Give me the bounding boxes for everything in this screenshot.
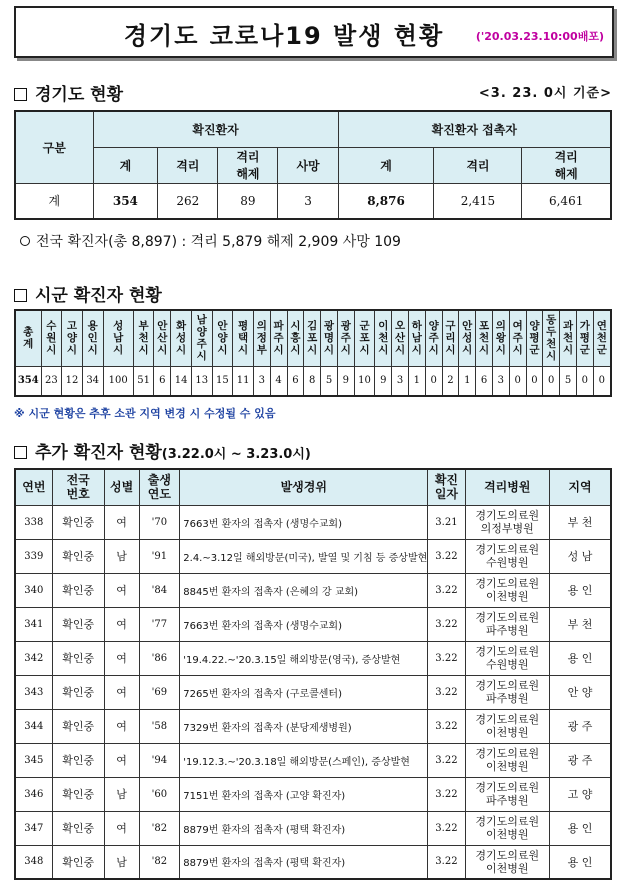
city-value: 13 bbox=[191, 366, 212, 396]
city-name: 광 명 시 bbox=[321, 310, 338, 366]
case-route: 7663번 환자의 접촉자 (생명수교회) bbox=[180, 607, 428, 641]
city-value: 9 bbox=[375, 366, 392, 396]
case-region: 안 양 bbox=[549, 675, 611, 709]
cases-column-header: 출생 연도 bbox=[139, 469, 180, 505]
summary-value: 262 bbox=[158, 183, 218, 219]
city-name: 여 주 시 bbox=[509, 310, 526, 366]
city-value: 3 bbox=[392, 366, 409, 396]
case-date: 3.22 bbox=[428, 777, 465, 811]
summary-value: 89 bbox=[218, 183, 278, 219]
city-name: 수 원 시 bbox=[41, 310, 62, 366]
case-birth-year: '60 bbox=[139, 777, 180, 811]
case-national-number: 확인중 bbox=[52, 675, 104, 709]
new-cases-table bbox=[14, 468, 612, 880]
case-serial: 348 bbox=[15, 845, 52, 879]
case-route: 8845번 환자의 접촉자 (은혜의 강 교회) bbox=[180, 573, 428, 607]
cases-column-header: 전국 번호 bbox=[52, 469, 104, 505]
case-sex: 여 bbox=[104, 709, 139, 743]
city-name: 안 산 시 bbox=[154, 310, 171, 366]
table-row bbox=[15, 777, 611, 811]
cases-column-header: 격리병원 bbox=[465, 469, 549, 505]
case-national-number: 확인중 bbox=[52, 573, 104, 607]
case-serial: 344 bbox=[15, 709, 52, 743]
case-birth-year: '70 bbox=[139, 505, 180, 539]
case-birth-year: '86 bbox=[139, 641, 180, 675]
city-name: 고 양 시 bbox=[62, 310, 83, 366]
checkbox-square-icon bbox=[14, 88, 27, 101]
case-region: 용 인 bbox=[549, 573, 611, 607]
case-sex: 여 bbox=[104, 675, 139, 709]
city-value: 51 bbox=[133, 366, 154, 396]
city-name: 파 주 시 bbox=[270, 310, 287, 366]
city-value: 14 bbox=[171, 366, 192, 396]
city-name: 이 천 시 bbox=[375, 310, 392, 366]
case-hospital: 경기도의료원 이천병원 bbox=[465, 845, 549, 879]
city-value: 5 bbox=[560, 366, 577, 396]
case-route: 8879번 환자의 접촉자 (평택 확진자) bbox=[180, 811, 428, 845]
title-box bbox=[14, 6, 614, 58]
case-serial: 338 bbox=[15, 505, 52, 539]
cases-column-header: 연번 bbox=[15, 469, 52, 505]
section-heading-new-cases: 추가 확진자 현황(3.22.0시 ~ 3.23.0시) bbox=[14, 438, 311, 463]
case-route: 7151번 환자의 접촉자 (고양 확진자) bbox=[180, 777, 428, 811]
summary-subheader: 격리 해제 bbox=[218, 147, 278, 183]
city-name: 성 남 시 bbox=[103, 310, 133, 366]
case-serial: 343 bbox=[15, 675, 52, 709]
case-hospital: 경기도의료원 수원병원 bbox=[465, 539, 549, 573]
city-value: 100 bbox=[103, 366, 133, 396]
city-value: 15 bbox=[212, 366, 233, 396]
city-name: 안 양 시 bbox=[212, 310, 233, 366]
case-region: 용 인 bbox=[549, 845, 611, 879]
summary-subheader: 격리 bbox=[158, 147, 218, 183]
case-sex: 여 bbox=[104, 573, 139, 607]
col-group-header: 구분 bbox=[15, 111, 93, 183]
city-name: 양 평 군 bbox=[526, 310, 543, 366]
city-value: 5 bbox=[321, 366, 338, 396]
city-value: 12 bbox=[62, 366, 83, 396]
summary-subheader: 계 bbox=[93, 147, 158, 183]
city-name: 광 주 시 bbox=[337, 310, 354, 366]
case-national-number: 확인중 bbox=[52, 777, 104, 811]
case-sex: 여 bbox=[104, 505, 139, 539]
cases-column-header: 성별 bbox=[104, 469, 139, 505]
case-date: 3.22 bbox=[428, 573, 465, 607]
table-row bbox=[15, 743, 611, 777]
contacts-header: 확진환자 접촉자 bbox=[338, 111, 611, 147]
case-birth-year: '69 bbox=[139, 675, 180, 709]
case-route: '19.4.22.~'20.3.15일 해외방문(영국), 증상발현 bbox=[180, 641, 428, 675]
case-sex: 남 bbox=[104, 845, 139, 879]
case-route: 8879번 환자의 접촉자 (평택 확진자) bbox=[180, 845, 428, 879]
case-national-number: 확인중 bbox=[52, 845, 104, 879]
city-value: 4 bbox=[270, 366, 287, 396]
summary-subheader: 사망 bbox=[278, 147, 338, 183]
city-value: 8 bbox=[304, 366, 321, 396]
case-route: 2.4.~3.12일 해외방문(미국), 발열 및 기침 등 증상발현 bbox=[180, 539, 428, 573]
section-heading-province: 경기도 현황 bbox=[14, 80, 123, 105]
cases-column-header: 확진 일자 bbox=[428, 469, 465, 505]
case-hospital: 경기도의료원 이천병원 bbox=[465, 811, 549, 845]
circle-bullet-icon bbox=[20, 236, 30, 246]
case-date: 3.22 bbox=[428, 539, 465, 573]
release-date: ('20.03.23.10:00배포) bbox=[475, 30, 604, 43]
summary-value: 8,876 bbox=[338, 183, 434, 219]
city-name: 연 천 군 bbox=[593, 310, 611, 366]
checkbox-square-icon bbox=[14, 289, 27, 302]
case-region: 고 양 bbox=[549, 777, 611, 811]
case-region: 성 남 bbox=[549, 539, 611, 573]
city-name: 안 성 시 bbox=[459, 310, 476, 366]
city-name: 부 천 시 bbox=[133, 310, 154, 366]
city-name: 포 천 시 bbox=[476, 310, 493, 366]
case-serial: 347 bbox=[15, 811, 52, 845]
case-national-number: 확인중 bbox=[52, 607, 104, 641]
city-value: 0 bbox=[593, 366, 611, 396]
case-national-number: 확인중 bbox=[52, 743, 104, 777]
summary-value: 6,461 bbox=[522, 183, 611, 219]
city-name: 양 주 시 bbox=[425, 310, 442, 366]
summary-subheader: 격리 해제 bbox=[522, 147, 611, 183]
city-total-header: 총 계 bbox=[15, 310, 41, 366]
city-name: 과 천 시 bbox=[560, 310, 577, 366]
case-sex: 남 bbox=[104, 539, 139, 573]
city-name: 의 정 부 bbox=[253, 310, 270, 366]
summary-subheader: 계 bbox=[338, 147, 434, 183]
case-date: 3.21 bbox=[428, 505, 465, 539]
case-serial: 346 bbox=[15, 777, 52, 811]
table-row bbox=[15, 641, 611, 675]
city-value: 0 bbox=[576, 366, 593, 396]
city-value: 6 bbox=[287, 366, 304, 396]
base-time-note: <3. 23. 0시 기준> bbox=[478, 86, 612, 101]
case-serial: 341 bbox=[15, 607, 52, 641]
city-revision-note: ※ 시군 현황은 추후 소관 지역 변경 시 수정될 수 있음 bbox=[14, 407, 276, 420]
case-birth-year: '84 bbox=[139, 573, 180, 607]
city-value: 3 bbox=[253, 366, 270, 396]
table-row bbox=[15, 675, 611, 709]
case-region: 광 주 bbox=[549, 743, 611, 777]
city-name: 오 산 시 bbox=[392, 310, 409, 366]
table-row bbox=[15, 607, 611, 641]
city-name: 하 남 시 bbox=[408, 310, 425, 366]
city-name: 구 리 시 bbox=[442, 310, 459, 366]
case-sex: 여 bbox=[104, 641, 139, 675]
case-birth-year: '58 bbox=[139, 709, 180, 743]
city-value: 0 bbox=[509, 366, 526, 396]
city-name: 용 인 시 bbox=[82, 310, 103, 366]
case-hospital: 경기도의료원 이천병원 bbox=[465, 709, 549, 743]
city-name: 평 택 시 bbox=[233, 310, 254, 366]
case-birth-year: '82 bbox=[139, 811, 180, 845]
case-sex: 여 bbox=[104, 743, 139, 777]
confirmed-header: 확진환자 bbox=[93, 111, 338, 147]
cases-column-header: 발생경위 bbox=[180, 469, 428, 505]
city-value: 0 bbox=[526, 366, 543, 396]
case-sex: 남 bbox=[104, 777, 139, 811]
summary-row-label: 계 bbox=[15, 183, 93, 219]
case-hospital: 경기도의료원 파주병원 bbox=[465, 777, 549, 811]
case-date: 3.22 bbox=[428, 743, 465, 777]
summary-subheader: 격리 bbox=[434, 147, 522, 183]
case-birth-year: '91 bbox=[139, 539, 180, 573]
city-name: 시 흥 시 bbox=[287, 310, 304, 366]
case-region: 용 인 bbox=[549, 641, 611, 675]
case-national-number: 확인중 bbox=[52, 641, 104, 675]
city-total-value: 354 bbox=[15, 366, 41, 396]
checkbox-square-icon bbox=[14, 446, 27, 459]
city-value: 0 bbox=[543, 366, 560, 396]
city-value: 2 bbox=[442, 366, 459, 396]
case-date: 3.22 bbox=[428, 641, 465, 675]
case-region: 부 천 bbox=[549, 505, 611, 539]
table-row bbox=[15, 539, 611, 573]
table-row bbox=[15, 709, 611, 743]
case-hospital: 경기도의료원 파주병원 bbox=[465, 607, 549, 641]
city-value: 11 bbox=[233, 366, 254, 396]
city-name: 김 포 시 bbox=[304, 310, 321, 366]
city-value: 1 bbox=[459, 366, 476, 396]
case-birth-year: '82 bbox=[139, 845, 180, 879]
case-route: 7265번 환자의 접촉자 (구로콜센터) bbox=[180, 675, 428, 709]
case-birth-year: '94 bbox=[139, 743, 180, 777]
table-row bbox=[15, 573, 611, 607]
city-value: 34 bbox=[82, 366, 103, 396]
case-date: 3.22 bbox=[428, 675, 465, 709]
case-serial: 345 bbox=[15, 743, 52, 777]
summary-value: 354 bbox=[93, 183, 158, 219]
city-name: 남 양 주 시 bbox=[191, 310, 212, 366]
case-sex: 여 bbox=[104, 607, 139, 641]
city-name: 의 왕 시 bbox=[492, 310, 509, 366]
city-value: 6 bbox=[154, 366, 171, 396]
summary-value: 3 bbox=[278, 183, 338, 219]
city-name: 군 포 시 bbox=[354, 310, 375, 366]
case-birth-year: '77 bbox=[139, 607, 180, 641]
city-name: 화 성 시 bbox=[171, 310, 192, 366]
table-row bbox=[15, 845, 611, 879]
case-hospital: 경기도의료원 이천병원 bbox=[465, 743, 549, 777]
case-national-number: 확인중 bbox=[52, 811, 104, 845]
case-date: 3.22 bbox=[428, 607, 465, 641]
city-value: 0 bbox=[425, 366, 442, 396]
city-status-table bbox=[14, 309, 612, 397]
case-serial: 340 bbox=[15, 573, 52, 607]
case-route: 7329번 환자의 접촉자 (분당제생병원) bbox=[180, 709, 428, 743]
case-national-number: 확인중 bbox=[52, 539, 104, 573]
case-route: 7663번 환자의 접촉자 (생명수교회) bbox=[180, 505, 428, 539]
case-hospital: 경기도의료원 파주병원 bbox=[465, 675, 549, 709]
province-summary-table bbox=[14, 110, 612, 220]
page-title: 경기도 코로나19 발생 현황 bbox=[123, 22, 445, 50]
case-date: 3.22 bbox=[428, 845, 465, 879]
case-route: '19.12.3.~'20.3.18일 해외방문(스페인), 증상발현 bbox=[180, 743, 428, 777]
city-value: 23 bbox=[41, 366, 62, 396]
city-name: 동 두 천 시 bbox=[543, 310, 560, 366]
city-value: 1 bbox=[408, 366, 425, 396]
section-heading-cities: 시군 확진자 현황 bbox=[14, 281, 162, 306]
case-date: 3.22 bbox=[428, 811, 465, 845]
city-value: 9 bbox=[337, 366, 354, 396]
city-name: 가 평 군 bbox=[576, 310, 593, 366]
national-status: 전국 확진자(총 8,897) : 격리 5,879 해제 2,909 사망 109 bbox=[20, 231, 401, 251]
case-serial: 339 bbox=[15, 539, 52, 573]
table-row bbox=[15, 811, 611, 845]
case-region: 광 주 bbox=[549, 709, 611, 743]
case-region: 부 천 bbox=[549, 607, 611, 641]
case-serial: 342 bbox=[15, 641, 52, 675]
case-date: 3.22 bbox=[428, 709, 465, 743]
case-national-number: 확인중 bbox=[52, 505, 104, 539]
city-value: 3 bbox=[492, 366, 509, 396]
city-value: 10 bbox=[354, 366, 375, 396]
case-hospital: 경기도의료원 의정부병원 bbox=[465, 505, 549, 539]
table-row bbox=[15, 505, 611, 539]
case-hospital: 경기도의료원 수원병원 bbox=[465, 641, 549, 675]
cases-column-header: 지역 bbox=[549, 469, 611, 505]
city-value: 6 bbox=[476, 366, 493, 396]
case-hospital: 경기도의료원 이천병원 bbox=[465, 573, 549, 607]
case-region: 용 인 bbox=[549, 811, 611, 845]
summary-value: 2,415 bbox=[434, 183, 522, 219]
case-national-number: 확인중 bbox=[52, 709, 104, 743]
case-sex: 여 bbox=[104, 811, 139, 845]
